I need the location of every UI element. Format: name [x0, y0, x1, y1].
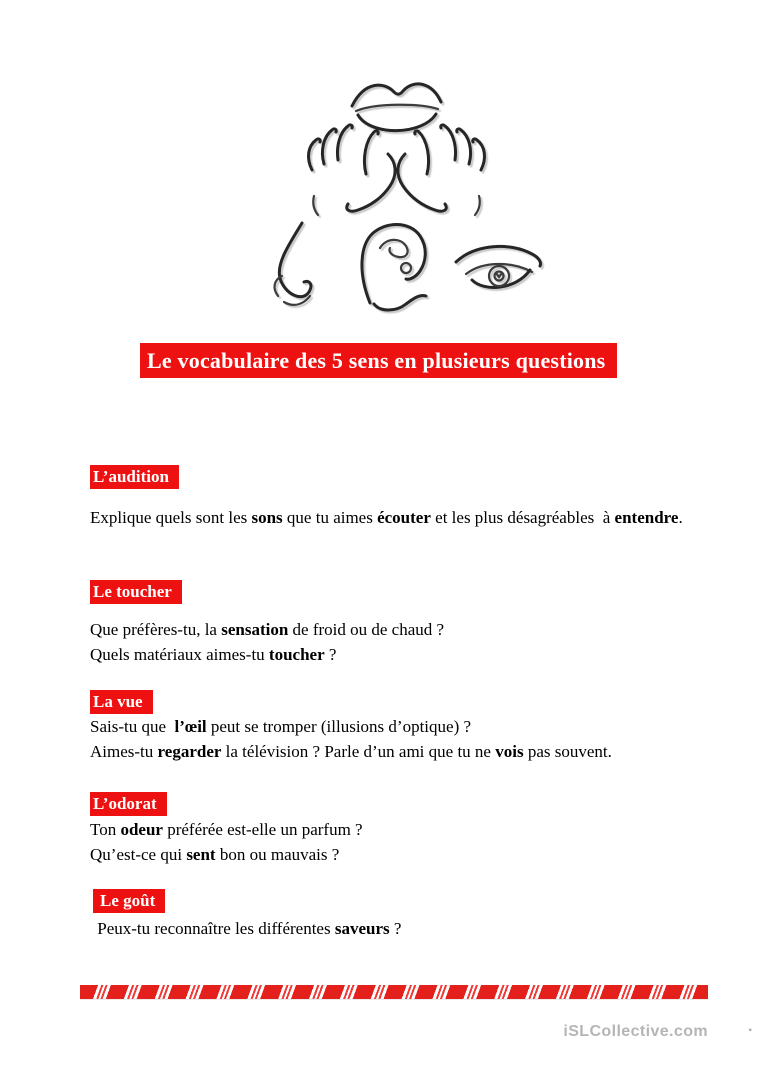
question-line	[90, 642, 763, 667]
section-toucher	[90, 580, 763, 667]
text-segment: Aimes-tu	[90, 742, 158, 761]
islcollective-watermark: iSLCollective.com	[563, 1023, 708, 1040]
text-segment: Quels matériaux aimes-tu	[90, 645, 269, 664]
section-questions	[93, 916, 763, 941]
keyword-bold: toucher	[268, 645, 325, 664]
question-line	[93, 916, 763, 941]
section-questions	[90, 817, 763, 867]
keyword-bold: regarder	[157, 742, 222, 761]
text-segment: ?	[324, 645, 337, 664]
text-segment: de froid ou de chaud ?	[288, 620, 445, 639]
page-title: Le vocabulaire des 5 sens en plusieurs questions	[140, 343, 617, 378]
question-line	[90, 505, 763, 530]
nose-icon	[275, 223, 311, 305]
question-line	[90, 817, 763, 842]
hand-left-icon	[309, 125, 396, 215]
section-header-vue: La vue	[90, 690, 153, 714]
text-segment: .	[678, 508, 683, 527]
keyword-bold: sons	[251, 508, 283, 527]
section-header-gout: Le goût	[93, 889, 165, 913]
text-segment: Peux-tu reconnaître les différentes	[93, 919, 335, 938]
text-segment: la télévision ? Parle d’un ami que tu ne	[221, 742, 496, 761]
keyword-bold: sensation	[221, 620, 289, 639]
text-segment: préférée est-elle un parfum ?	[162, 820, 363, 839]
section-questions	[90, 505, 763, 530]
section-odorat	[90, 792, 763, 867]
question-line	[90, 739, 763, 764]
section-header-toucher: Le toucher	[90, 580, 182, 604]
section-questions	[90, 714, 763, 764]
keyword-bold: entendre	[614, 508, 679, 527]
text-segment: que tu aimes	[282, 508, 378, 527]
text-segment: ?	[389, 919, 402, 938]
lips-icon	[352, 84, 441, 131]
section-gout	[93, 889, 763, 941]
trailing-dot: .	[748, 1018, 753, 1035]
section-questions	[90, 617, 763, 667]
text-segment: et les plus désagréables à	[430, 508, 615, 527]
hand-right-icon	[398, 125, 485, 215]
keyword-bold: l’œil	[174, 717, 207, 736]
text-segment: bon ou mauvais ?	[215, 845, 340, 864]
keyword-bold: odeur	[120, 820, 163, 839]
text-segment: pas souvent.	[523, 742, 612, 761]
text-segment: Sais-tu que	[90, 717, 175, 736]
text-segment: peut se tromper (illusions d’optique) ?	[206, 717, 472, 736]
text-segment: Ton	[90, 820, 121, 839]
text-segment: Qu’est-ce qui	[90, 845, 187, 864]
striped-ribbon-divider	[80, 985, 708, 1000]
text-segment: Que préfères-tu, la	[90, 620, 222, 639]
text-segment: Explique quels sont les	[90, 508, 252, 527]
question-line	[90, 842, 763, 867]
keyword-bold: sent	[186, 845, 216, 864]
keyword-bold: vois	[495, 742, 524, 761]
question-line	[90, 617, 763, 642]
question-line	[90, 714, 763, 739]
eye-icon	[456, 246, 541, 287]
ear-icon	[362, 224, 426, 310]
keyword-bold: écouter	[377, 508, 431, 527]
section-audition	[90, 465, 763, 530]
keyword-bold: saveurs	[334, 919, 390, 938]
five-senses-illustration	[270, 58, 550, 313]
section-vue	[90, 690, 763, 764]
section-header-odorat: L’odorat	[90, 792, 167, 816]
section-header-audition: L’audition	[90, 465, 179, 489]
